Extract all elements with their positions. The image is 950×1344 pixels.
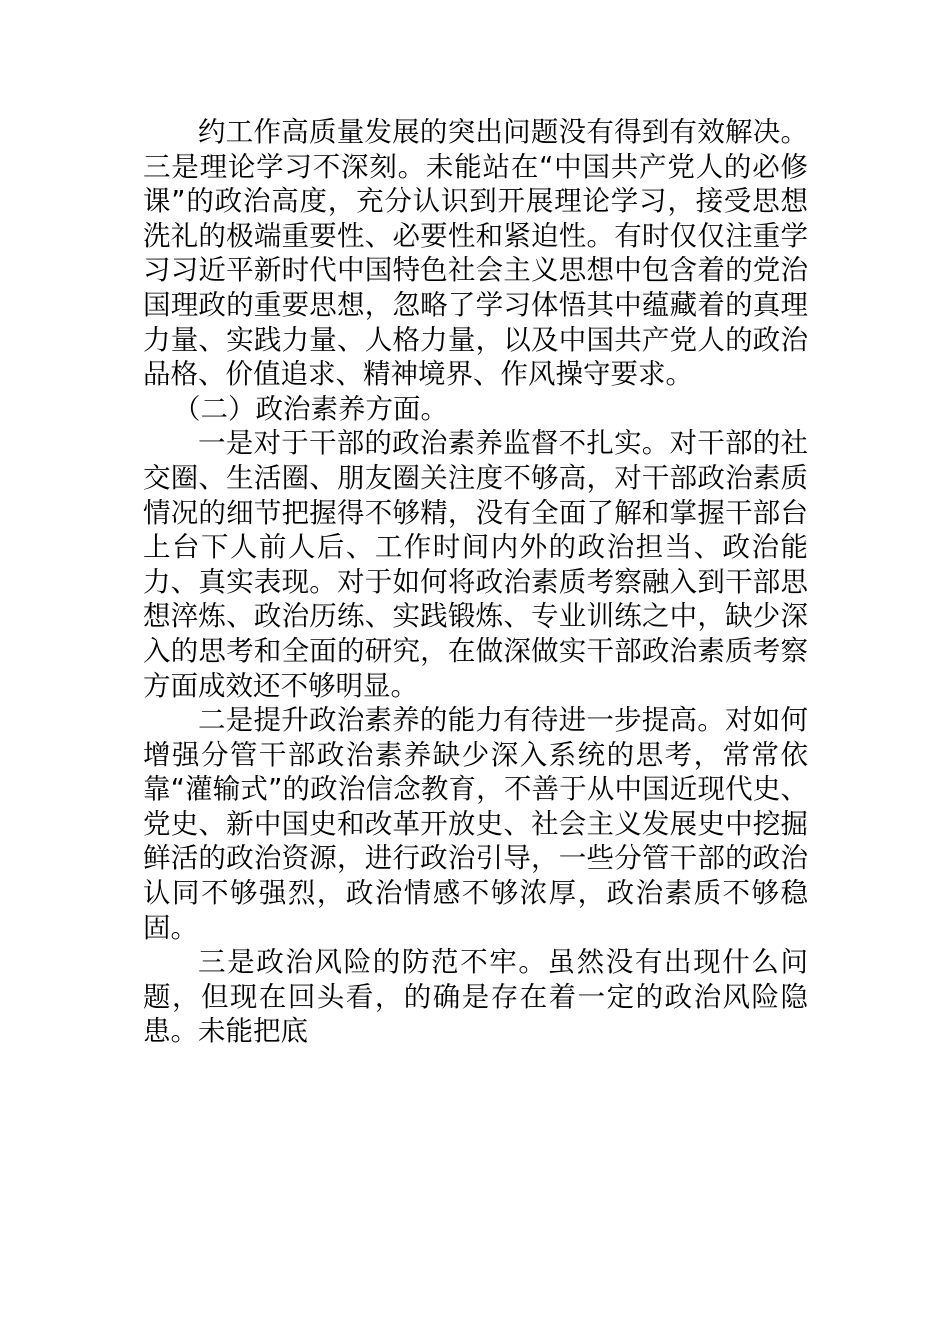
- section-heading-political-literacy: （二）政治素养方面。: [173, 392, 448, 425]
- paragraph-risk-prevention: 三是政治风险的防范不牢。虽然没有出现什么问题，但现在回头看，的确是存在着一定的政治风险隐患。未能把底: [143, 946, 808, 1048]
- paragraph-theory-study: 约工作高质量发展的突出问题没有得到有效解决。三是理论学习不深刻。未能站在“中国共产党人的必修课”的政治高度，充分认识到开展理论学习，接受思想洗礼的极端重要性、必要性和紧迫性。有时仅仅注重学习习近平新时代中国特色社会主义思想中包含着的党治国理政的重要思想，忽略了学习体悟其中蕴藏着的真理力量、实践力量、人格力量，以及中国共产党人的政治品格、价值追求、精神境界、作风操守要求。: [143, 116, 808, 391]
- paragraph-supervision: 一是对于干部的政治素养监督不扎实。对干部的社交圈、生活圈、朋友圈关注度不够高，对干部政治素质情况的细节把握得不够精，没有全面了解和掌握干部台上台下人前人后、工作时间内外的政治担当、政治能力、真实表现。对于如何将政治素质考察融入到干部思想淬炼、政治历练、实践锻炼、专业训练之中，缺少深入的思考和全面的研究，在做深做实干部政治素质考察方面成效还不够明显。: [143, 427, 808, 702]
- paragraph-ability-improvement: 二是提升政治素养的能力有待进一步提高。对如何增强分管干部政治素养缺少深入系统的思考，常常依靠“灌输式”的政治信念教育，不善于从中国近现代史、党史、新中国史和改革开放史、社会主义发展史中挖掘鲜活的政治资源，进行政治引导，一些分管干部的政治认同不够强烈，政治情感不够浓厚，政治素质不够稳固。: [143, 704, 808, 944]
- document-body: [143, 115, 808, 1049]
